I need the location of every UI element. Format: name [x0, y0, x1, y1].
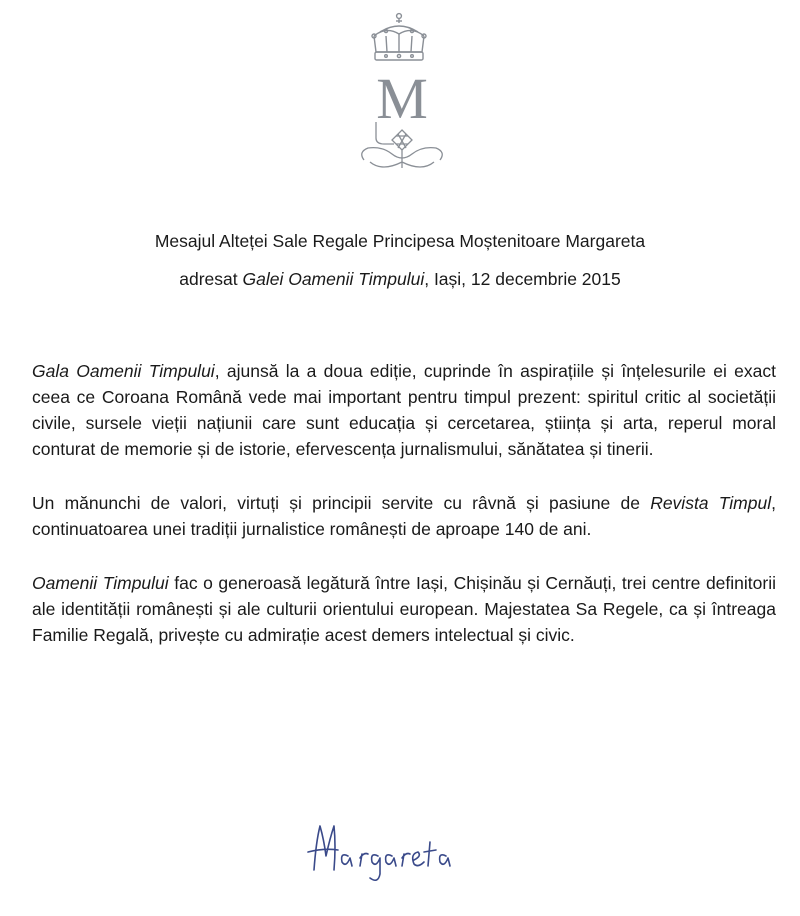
- svg-text:M: M: [376, 66, 428, 131]
- event-name: Galei Oamenii Timpului: [242, 269, 425, 289]
- heading-line-1: Mesajul Alteței Sale Regale Principesa Moștenitoare Margareta: [154, 231, 646, 251]
- message-heading: [0, 222, 800, 298]
- royal-monogram-icon: [352, 64, 452, 190]
- royal-crown-icon: [366, 12, 432, 64]
- paragraph-2: Un mănunchi de valori, virtuți și principii servite cu râvnă și pasiune de Revista Timpul, continuatoarea unei tradiții jurnalistice românești de aproape 140 de ani.: [32, 493, 776, 539]
- handwritten-signature: [304, 812, 454, 892]
- royal-crest: [0, 0, 800, 200]
- message-body: [32, 358, 776, 648]
- paragraph-3: Oamenii Timpului fac o generoasă legătură între Iași, Chișinău și Cernăuți, trei centre definitorii ale identității românești și ale culturii orientului european. Majestatea Sa Regele, ca și întreaga Familie Regală, privește cu admirație acest demers intelectual și civic.: [32, 573, 776, 645]
- heading-line-2: adresat Galei Oamenii Timpului, Iași, 12 decembrie 2015: [179, 269, 621, 289]
- paragraph-1: Gala Oamenii Timpului, ajunsă la a doua ediție, cuprinde în aspirațiile și înțelesurile ei exact ceea ce Coroana Română vede mai important pentru timpul prezent: spiritul critic al societății civile, sursele vieții națiunii care sunt educația și cercetarea, știința și arta, reperul moral conturat de memorie și de istorie, efervescența jurnalismului, sănătatea și tinerii.: [32, 361, 776, 459]
